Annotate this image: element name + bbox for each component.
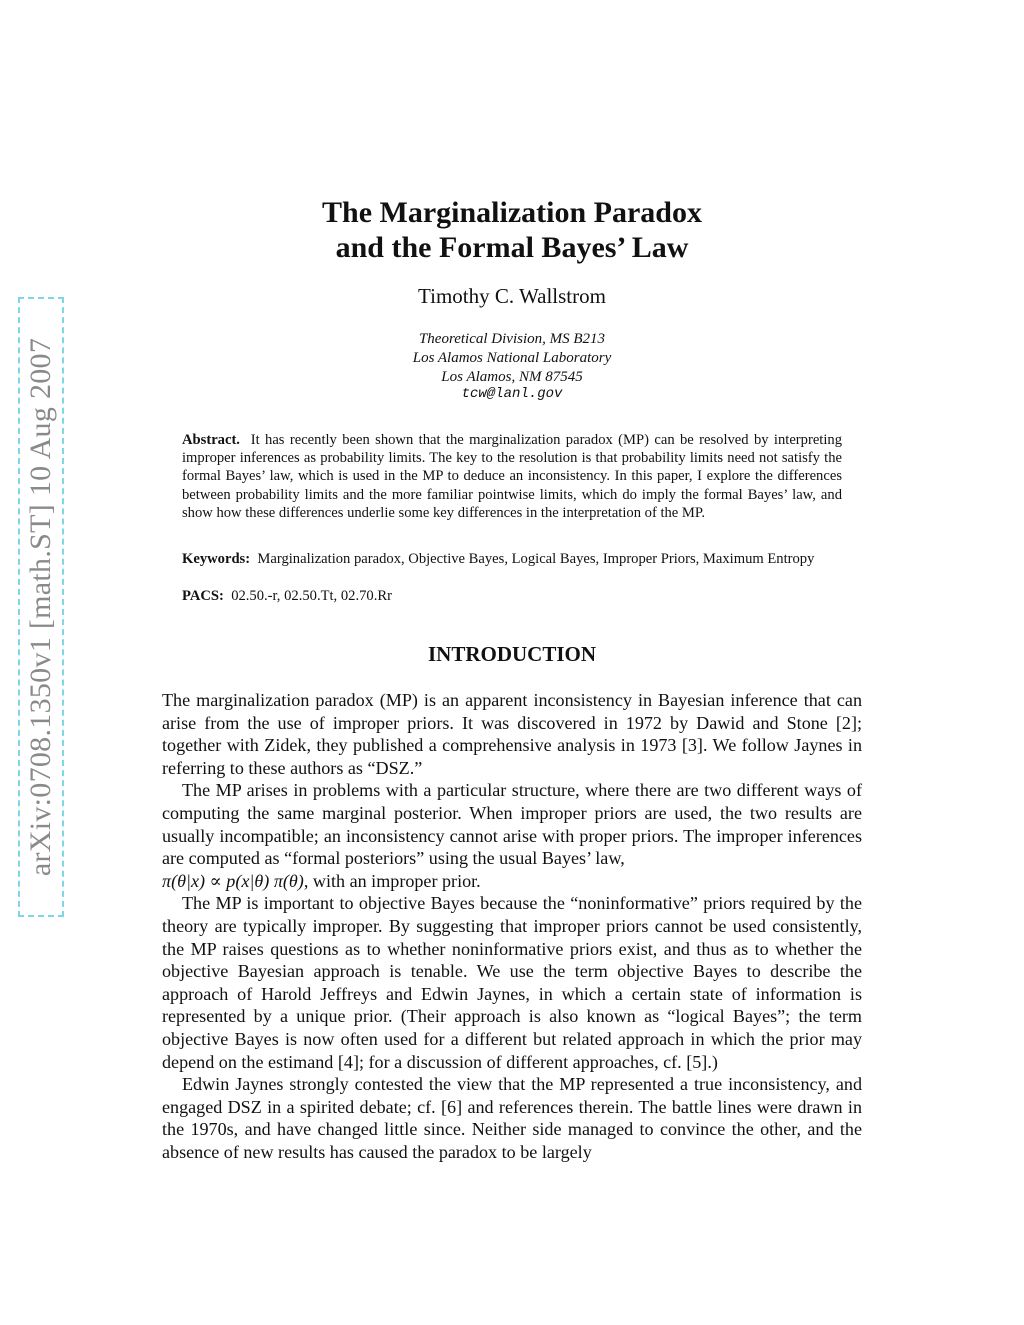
abstract [182, 431, 842, 522]
section-heading: INTRODUCTION [427, 642, 597, 666]
keywords-text: Marginalization paradox, Objective Bayes, Logical Bayes, Improper Priors, Maximum Entropy [257, 551, 815, 567]
title-line-1: The Marginalization Paradox [322, 196, 702, 229]
affiliation [162, 330, 862, 387]
abstract-text: It has recently been shown that the marginalization paradox (MP) can be resolved by interpreting improper inferences as probability limits. The key to the resolution is that probability limits need not satisfy the formal Bayes’ law, which is used in the MP to deduce an inconsistency. In this paper, I explore the differences between probability limits and the more familiar pointwise limits, which do imply the formal Bayes’ law, and show how these differences underlie some key differences in the interpretation of the MP. [182, 432, 843, 521]
paragraph [162, 779, 862, 892]
keywords-label: Keywords: [182, 551, 251, 567]
paragraph-text: The MP arises in problems with a particular structure, where there are two different ways of computing the same marginal posterior. When improper priors are used, the two results are usually incompatible; an inconsistency cannot arise with proper priors. The improper inferences are computed as “formal posteriors” using the usual Bayes’ law, [162, 780, 862, 869]
bayes-formula: π(θ|x) ∝ p(x|θ) π(θ) [162, 870, 304, 891]
body-text [162, 689, 862, 1163]
paragraph: Edwin Jaynes strongly contested the view that the MP represented a true inconsistency, and engaged DSZ in a spirited debate; cf. [6] and references therein. The battle lines were drawn in the 1970s, and have changed little since. Neither side managed to convince the other, and the absence of new results has caused the paradox to be largely [162, 1074, 862, 1162]
pacs-label: PACS: [182, 588, 224, 604]
abstract-label: Abstract. [182, 432, 240, 448]
affiliation-line: Los Alamos National Laboratory [412, 350, 612, 366]
author-email: tcw@lanl.gov [461, 386, 563, 402]
paper-title [162, 195, 862, 265]
pacs [182, 587, 842, 605]
arxiv-stamp [18, 297, 64, 917]
keywords [182, 550, 842, 568]
author-name: Timothy C. Wallstrom [418, 284, 606, 308]
paragraph-text: , with an improper prior. [303, 870, 481, 891]
affiliation-line: Theoretical Division, MS B213 [418, 331, 606, 347]
pacs-text: 02.50.-r, 02.50.Tt, 02.70.Rr [231, 588, 392, 604]
paragraph: The MP is important to objective Bayes because the “noninformative” priors required by the theory are typically improper. By suggesting that improper priors cannot be used consistently, the MP raises questions as to whether noninformative priors exist, and thus as to whether the objective Bayesian approach is tenable. We use the term objective Bayes to describe the approach of Harold Jeffreys and Edwin Jaynes, in which a certain state of information is represented by a unique prior. (Their approach is also known as “logical Bayes”; the term objective Bayes is now often used for a different but related approach in which the prior may depend on the estimand [4]; for a discussion of different approaches, cf. [5].) [162, 893, 862, 1072]
affiliation-line: Los Alamos, NM 87545 [441, 369, 583, 385]
title-line-2: and the Formal Bayes’ Law [335, 231, 689, 264]
arxiv-id: arXiv:0708.1350v1 [math.ST] 10 Aug 2007 [24, 337, 57, 877]
paragraph: The marginalization paradox (MP) is an apparent inconsistency in Bayesian inference that can arise from the use of improper priors. It was discovered in 1972 by Dawid and Stone [2]; together with Zidek, they published a comprehensive analysis in 1973 [3]. We follow Jaynes in referring to these authors as “DSZ.” [162, 690, 862, 778]
